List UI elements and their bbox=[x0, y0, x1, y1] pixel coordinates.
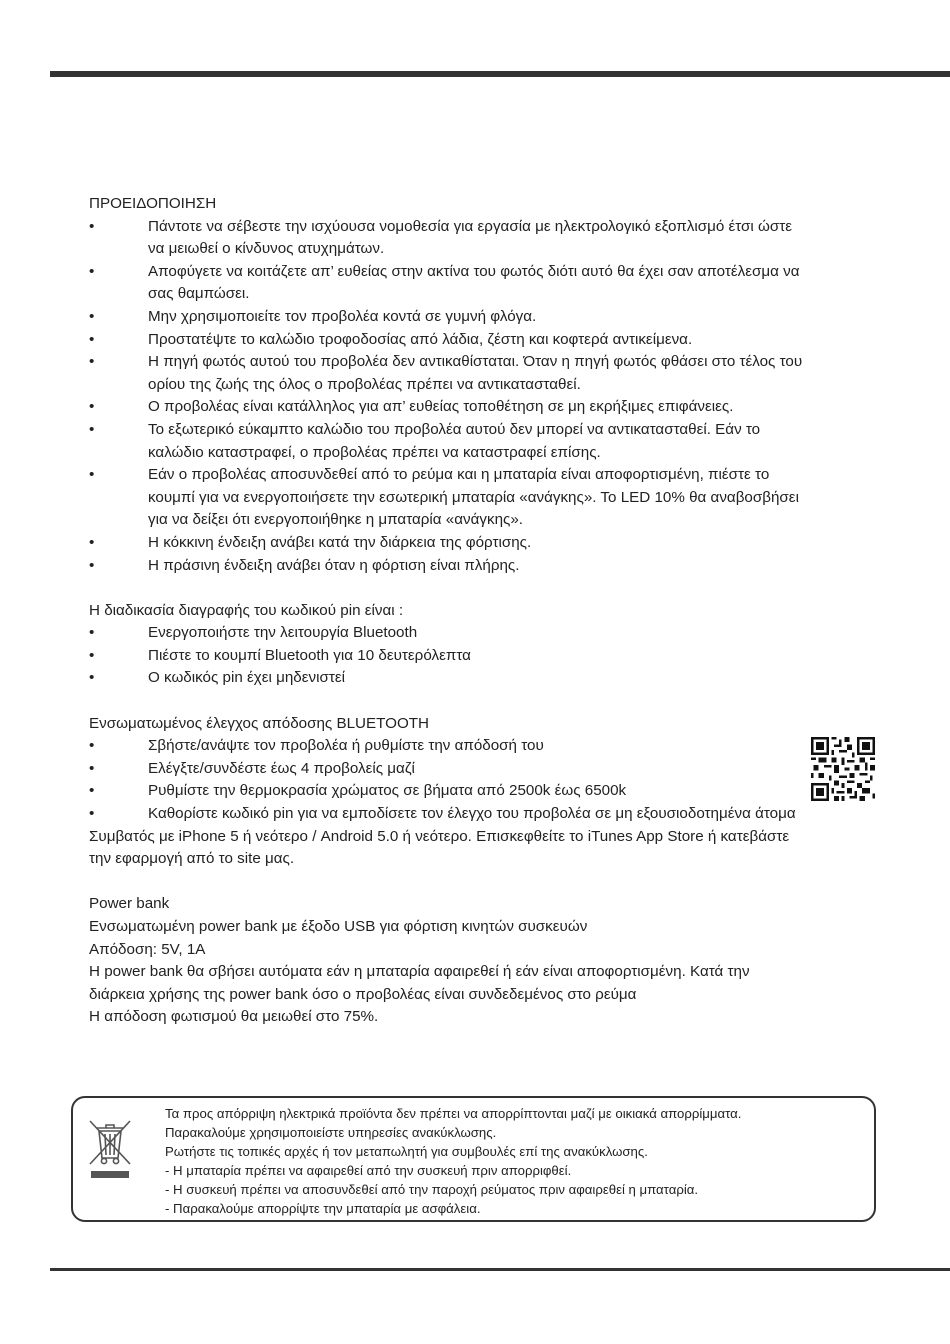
compat-line-1: Συμβατός με iPhone 5 ή νεότερο / Android 5.0 ή νεότερο. Επισκεφθείτε το iTunes App Store ή κατεβάστε bbox=[89, 827, 790, 845]
power-bank-line: Απόδοση: 5V, 1A bbox=[89, 940, 206, 958]
top-rule bbox=[50, 71, 950, 77]
list-item: • Προστατέψτε το καλώδιο τροφοδοσίας από λάδια, ζέστη και κοφτερά αντικείμενα. bbox=[89, 330, 693, 348]
list-item: • Μην χρησιμοποιείτε τον προβολέα κοντά σε γυμνή φλόγα. bbox=[89, 307, 537, 325]
disposal-line: - Η μπαταρία πρέπει να αφαιρεθεί από την συσκευή πριν απορριφθεί. bbox=[165, 1163, 572, 1178]
disposal-line: - Η συσκευή πρέπει να αποσυνδεθεί από την παροχή ρεύματος πριν αφαιρεθεί η μπαταρία. bbox=[165, 1182, 699, 1197]
list-item: • Ο κωδικός pin έχει μηδενιστεί bbox=[89, 669, 346, 687]
qr-code-icon bbox=[811, 737, 875, 801]
list-item: • Ρυθμίστε την θερμοκρασία χρώματος σε βήματα από 2500k έως 6500k bbox=[89, 782, 627, 800]
list-item: • Ενεργοποιήστε την λειτουργία Bluetooth bbox=[89, 624, 418, 642]
list-item: • Αποφύγετε να κοιτάζετε απ’ ευθείας στην ακτίνα του φωτός διότι αυτό θα έχει σαν αποτέλεσμα να σας θαμπώσει. bbox=[89, 262, 800, 303]
disposal-line: - Παρακαλούμε απορρίψτε την μπαταρία με ασφάλεια. bbox=[165, 1201, 481, 1216]
power-bank-line: Η απόδοση φωτισμού θα μειωθεί στο 75%. bbox=[89, 1008, 379, 1026]
crossed-out-bin-icon bbox=[87, 1118, 133, 1180]
bluetooth-title: Ενσωματωμένος έλεγχος απόδοσης BLUETOOTH bbox=[89, 714, 430, 732]
power-bank-line: Η power bank θα σβήσει αυτόματα εάν η μπαταρία αφαιρεθεί ή εάν είναι αποφορτισμένη. Κατά την bbox=[89, 963, 750, 981]
list-item: • Πιέστε το κουμπί Bluetooth για 10 δευτερόλεπτα bbox=[89, 646, 471, 664]
list-item: • Το εξωτερικό εύκαμπτο καλώδιο του προβολέα αυτού δεν μπορεί να αντικατασταθεί. Εάν το καλώδιο καταστραφεί, ο προβολέας πρέπει να καταστραφεί επίσης. bbox=[89, 420, 761, 461]
list-item: • Καθορίστε κωδικό pin για να εμποδίσετε τον έλεγχο του προβολέα σε μη εξουσιοδοτημένα άτομα bbox=[89, 805, 796, 823]
list-item: • Η πηγή φωτός αυτού του προβολέα δεν αντικαθίσταται. Όταν η πηγή φωτός φθάσει στο τέλος του ορίου της ζωής της όλος ο προβολέας πρέπει να αντικατασταθεί. bbox=[89, 353, 803, 393]
disposal-line: Παρακαλούμε χρησιμοποιείστε υπηρεσίες ανακύκλωσης. bbox=[165, 1125, 497, 1140]
power-bank-line: διάρκεια χρήσης της power bank όσο ο προβολέας είναι συνδεδεμένος στο ρεύμα bbox=[89, 985, 637, 1003]
compat-line-2: την εφαρμογή από το site μας. bbox=[89, 850, 295, 868]
power-bank-title: Power bank bbox=[89, 895, 170, 913]
warning-list bbox=[89, 216, 909, 578]
list-item: • Η πράσινη ένδειξη ανάβει όταν η φόρτιση είναι πλήρης. bbox=[89, 556, 520, 574]
list-item: • Πάντοτε να σέβεστε την ισχύουσα νομοθεσία για εργασία με ηλεκτρολογικό εξοπλισμό έτσι ώστε να μειωθεί ο κίνδυνος ατυχημάτων. bbox=[89, 217, 793, 258]
bottom-rule bbox=[50, 1268, 950, 1271]
list-item: • Σβήστε/ανάψτε τον προβολέα ή ρυθμίστε την απόδοσή του bbox=[89, 737, 544, 755]
disposal-line: Ρωτήστε τις τοπικές αρχές ή τον μεταπωλητή για συμβουλές επί της ανακύκλωσης. bbox=[165, 1144, 648, 1159]
bluetooth-list bbox=[89, 735, 909, 825]
list-item: • Η κόκκινη ένδειξη ανάβει κατά την διάρκεια της φόρτισης. bbox=[89, 533, 532, 551]
list-item: • Εάν ο προβολέας αποσυνδεθεί από το ρεύμα και η μπαταρία είναι αποφορτισμένη, πιέστε το κουμπί για να ενεργοποιήσετε την εσωτερική μπαταρία «ανάγκης». Το LED 10% θα αναβοσβήσει για να δείξει ότι ενεργοποιήθηκε η μπαταρία «ανάγκης». bbox=[89, 466, 799, 529]
warning-title: ΠΡΟΕΙΔΟΠΟΙΗΣΗ bbox=[89, 195, 217, 212]
pin-reset-list bbox=[89, 622, 909, 690]
disposal-notice bbox=[71, 1096, 876, 1222]
disposal-line: Τα προς απόρριψη ηλεκτρικά προϊόντα δεν πρέπει να απορρίπτονται μαζί με οικιακά απορρίμματα. bbox=[165, 1106, 742, 1121]
pin-reset-title: Η διαδικασία διαγραφής του κωδικού pin είναι : bbox=[89, 601, 404, 619]
main-content bbox=[89, 193, 909, 1029]
list-item: • Ελέγξτε/συνδέστε έως 4 προβολείς μαζί bbox=[89, 759, 415, 777]
power-bank-line: Ενσωματωμένη power bank με έξοδο USB για φόρτιση κινητών συσκευών bbox=[89, 918, 588, 935]
list-item: • Ο προβολέας είναι κατάλληλος για απ’ ευθείας τοποθέτηση σε μη εκρήξιμες επιφάνειες. bbox=[89, 398, 734, 416]
disposal-text bbox=[165, 1104, 741, 1218]
